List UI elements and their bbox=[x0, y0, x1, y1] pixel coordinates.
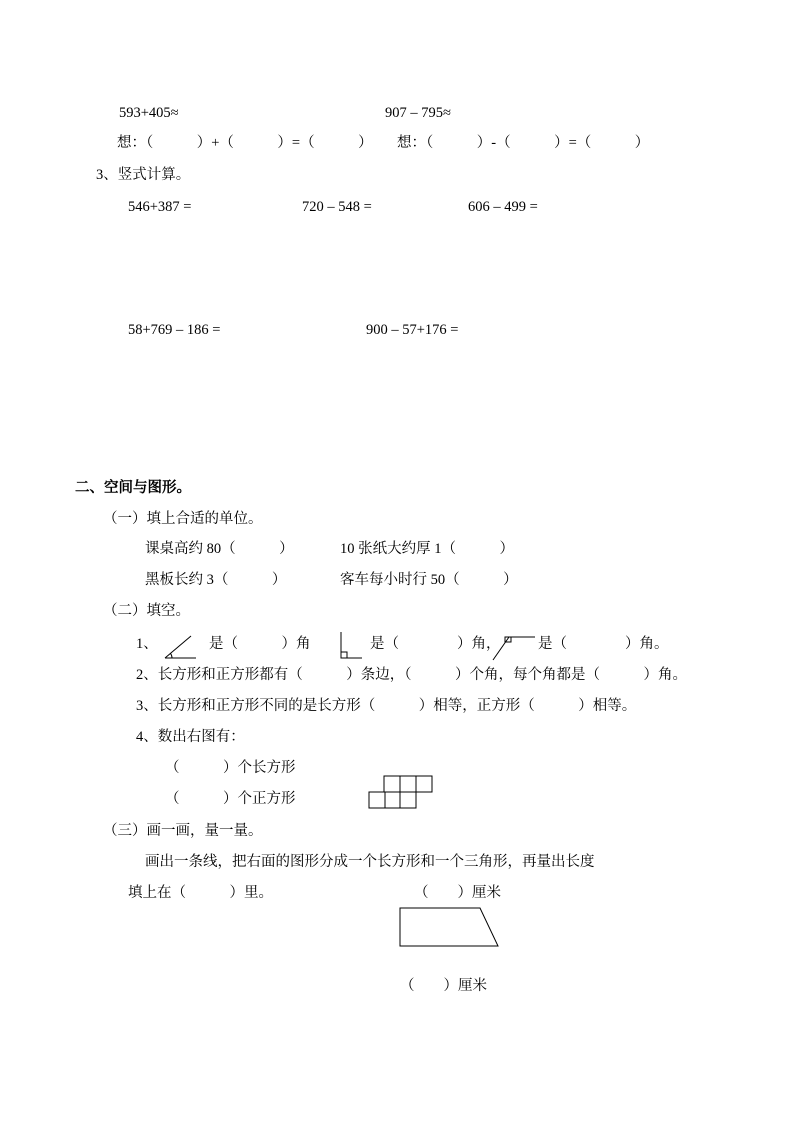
vertical-calc-heading: 3、竖式计算。 bbox=[96, 167, 191, 183]
part-1-heading: （一）填上合适的单位。 bbox=[103, 511, 263, 527]
vertical-calc-problem: 606 – 499 = bbox=[468, 199, 538, 215]
acute-angle-figure bbox=[160, 633, 198, 661]
section-title: 二、空间与图形。 bbox=[75, 480, 191, 496]
fill-question: 2、长方形和正方形都有（ ）条边，（ ）个角，每个角都是（ ）角。 bbox=[136, 667, 687, 683]
instruction-text: 填上在（ ）里。 bbox=[128, 885, 273, 901]
vertical-calc-problem: 58+769 – 186 = bbox=[128, 322, 221, 338]
angle-answer: 是（ ）角。 bbox=[538, 636, 669, 652]
part-3-heading: （三）画一画，量一量。 bbox=[103, 823, 263, 839]
fill-question: 3、长方形和正方形不同的是长方形（ ）相等，正方形（ ）相等。 bbox=[136, 698, 637, 714]
estimate-question-1: 593+405≈ bbox=[119, 105, 179, 121]
estimate-question-2: 907 – 795≈ bbox=[385, 105, 451, 121]
unit-item: 10 张纸大约厚 1（ ） bbox=[340, 541, 514, 557]
vertical-calc-problem: 546+387 = bbox=[128, 199, 192, 215]
obtuse-angle-figure bbox=[491, 630, 537, 662]
unit-item: 客车每小时行 50（ ） bbox=[340, 572, 518, 588]
right-angle-figure bbox=[336, 630, 364, 660]
top-length-label: （ ）厘米 bbox=[414, 885, 501, 901]
vertical-calc-problem: 900 – 57+176 = bbox=[366, 322, 459, 338]
count-answer: （ ）个正方形 bbox=[165, 791, 296, 807]
count-answer: （ ）个长方形 bbox=[165, 760, 296, 776]
instruction-text: 画出一条线，把右面的图形分成一个长方形和一个三角形，再量出长度 bbox=[145, 854, 595, 870]
square-grid-figure bbox=[368, 775, 434, 809]
angle-answer: 是（ ）角 bbox=[209, 636, 311, 652]
fill-question: 4、数出右图有： bbox=[136, 729, 245, 745]
estimate-think-2: 想：（ ）-（ ）=（ ） bbox=[397, 135, 650, 151]
vertical-calc-problem: 720 – 548 = bbox=[302, 199, 372, 215]
unit-item: 黑板长约 3（ ） bbox=[145, 572, 287, 588]
estimate-think-1: 想：（ ）+（ ）=（ ） bbox=[117, 135, 373, 151]
question-number: 1、 bbox=[136, 636, 158, 652]
angle-answer: 是（ ）角， bbox=[370, 636, 501, 652]
bottom-length-label: （ ）厘米 bbox=[400, 978, 487, 994]
trapezoid-figure bbox=[398, 906, 500, 948]
unit-item: 课桌高约 80（ ） bbox=[145, 541, 294, 557]
part-2-heading: （二）填空。 bbox=[103, 603, 190, 619]
